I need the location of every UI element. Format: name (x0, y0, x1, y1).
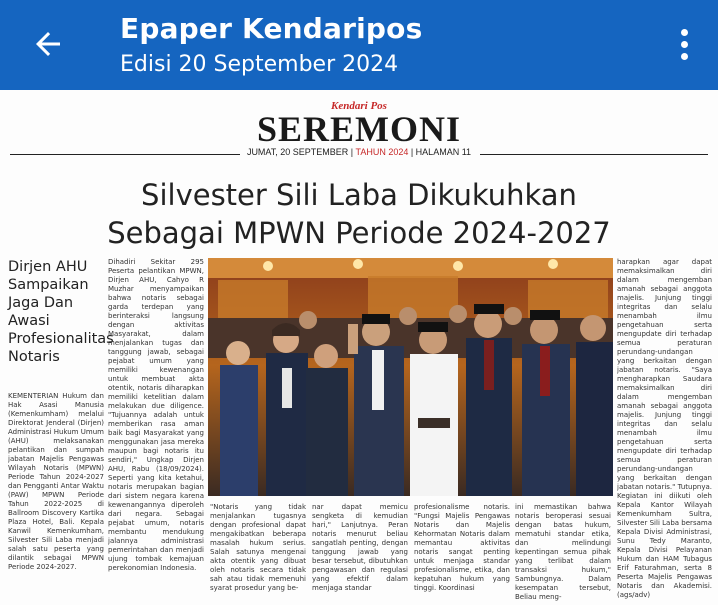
article-column-7: harapkan agar dapat memaksimalkan diri dalam mengemban amanah sebagai anggota majelis. Junjung tinggi integritas dan selalu menambah ilmu pengetahuan serta mengupdate diri terhadap semua peraturan perundang-undangan yang berkaitan dengan jabatan notaris. "Saya mengharapkan Saudara memaksimalkan diri dalam mengemban amanah sebagai anggota majelis. Junjung tinggi integritas dan selalu menambah ilmu pengetahuan serta mengupdate diri terhadap semua peraturan perundang-undangan yang berkaitan dengan jabatan notaris." Tutupnya. Kegiatan ini diikuti oleh Kepala Kantor Wilayah Kemenkumham Sultra, Silvester Sili Laba bersama Kepala Divisi Administrasi, Sunu Tedy Maranto, Kepala Divisi Pelayanan Hukum dan HAM Tubagus Erif Faturahman, serta 8 Peserta Majelis Pengawas Notaris dan Akademisi. (ags/adv) (617, 258, 712, 599)
epaper-page[interactable] (0, 90, 718, 605)
app-bar (0, 0, 718, 90)
article-column-2: Dihadiri Sekitar 295 Peserta pelantikan MPWN, Dirjen AHU, Cahyo R Muzhar menyampaikan bahwa notaris sebagai garda terdepan yang berinteraksi langsung dengan aktivitas Masyarakat, dalam menjalankan tugas dan tanggung jawab, sebagai pejabat umum yang memiliki kewenangan untuk membuat akta otentik, notaris diharapkan memiliki ketelitian dalam melakukan due diligence. "Tujuannya adalah untuk memberikan rasa aman baik bagi Masyarakat yang menggunakan jasa mereka maupun bagi notaris itu sendiri," Ungkap Dirjen AHU, Rabu (18/09/2024). Seperti yang kita ketahui, notaris merupakan bagian dari sistem negara karena kewenangannya diperoleh dari negara. Sebagai pejabat umum, notaris membantu mendukung jalannya administrasi pemerintahan dan menjadi ujung tombak kemajuan perekonomian Indonesia. (108, 258, 204, 572)
article-headline: Silvester Sili Laba Dikukuhkan Sebagai MPWN Periode 2024-2027 (107, 178, 611, 250)
section-title: SEREMONI (256, 109, 462, 149)
article-column-6: ini memastikan bahwa notaris beroperasi sesuai dengan batas hukum, mematuhi standar etika, dan melindungi kepentingan semua pihak yang terlibat dalam transaksi hukum," Sambungnya. Dalam kesempatan tersebut, Beliau meng- (515, 503, 611, 601)
app-title: Epaper Kendaripos (120, 12, 423, 45)
article-column-1: KEMENTERIAN Hukum dan Hak Asasi Manusia (Kemenkumham) melalui Direktorat Jenderal (Dirjen) Administrasi Hukum Umum (AHU) melaksanakan pelantikan dan sumpah jabatan Majelis Pengawas Wilayah Notaris (MPWN) Periode Tahun 2024-2027 dan Pengganti Antar Waktu (PAW) MPWN Periode Tahun 2022-2025 di Ballroom Discovery Kartika Plaza Hotel, Bali. Kepala Kanwil Kemenkumham, Silvester Sili Laba menjadi salah satu peserta yang dilantik sebagai MPWN Periode 2024-2027. (8, 392, 104, 571)
dateline: JUMAT, 20 SEPTEMBER | TAHUN 2024 | HALAMAN 11 (246, 147, 472, 157)
more-vert-icon (681, 29, 688, 36)
article-column-4: nar dapat memicu sengketa di kemudian hari," Lanjutnya. Peran notaris menurut beliau sangatlah penting, dengan tanggung jawab yang besar tersebut, dibutuhkan pengawasan dan regulasi yang efektif dalam menjaga standar (312, 503, 408, 592)
back-button[interactable] (22, 20, 74, 68)
masthead-brand: Kendari Pos (331, 100, 387, 112)
more-options-button[interactable] (664, 20, 704, 68)
article-column-3: "Notaris yang tidak menjalankan tugasnya dengan profesional dapat mengakibatkan beberapa masalah hukum serius. Salah satunya mengenai akta otentik yang dibuat oleh notaris secara tidak sah atau tidak memenuhi syarat prosedur yang be- (210, 503, 306, 592)
article-column-5: profesionalisme notaris. "Fungsi Majelis Pengawas Notaris dan Majelis Kehormatan Notaris dalam memantau aktivitas notaris sangat penting untuk menjaga standar profesionalisme, etika, dan kepatuhan hukum yang tinggi. Koordinasi (414, 503, 510, 592)
arrow-back-icon (30, 26, 66, 62)
article-photo (208, 258, 613, 496)
article-deck: Dirjen AHU Sampaikan Jaga Dan Awasi Profesionalitas Notaris (8, 259, 114, 365)
edition-subtitle: Edisi 20 September 2024 (120, 52, 399, 77)
